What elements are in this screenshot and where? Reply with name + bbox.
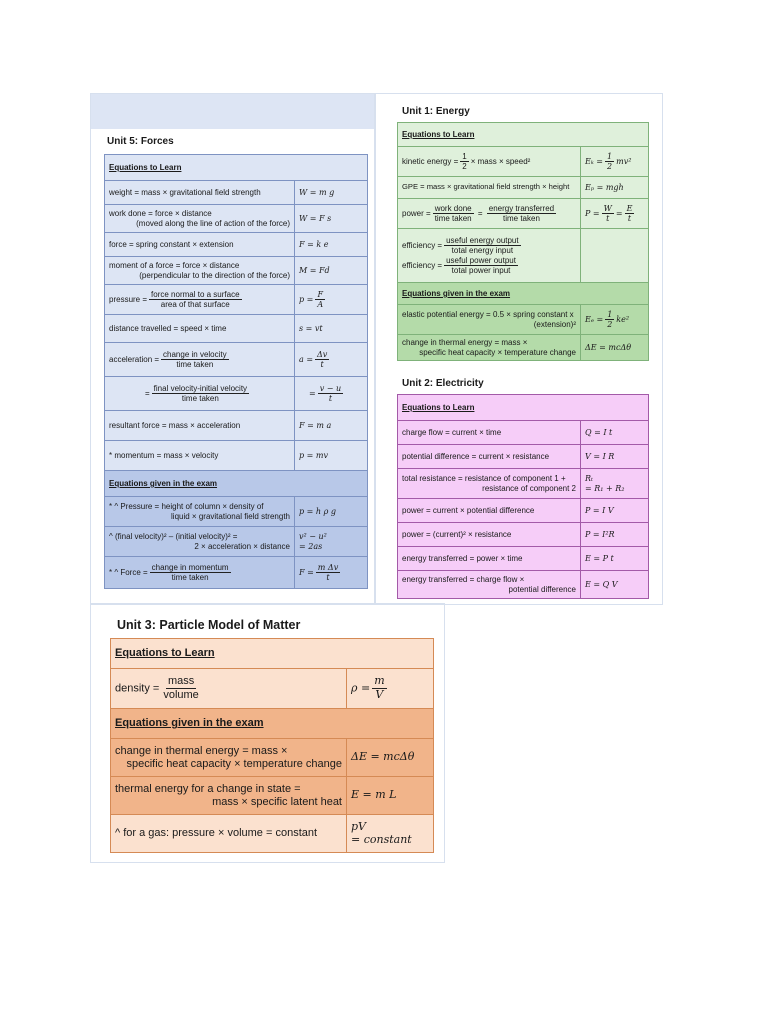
forces-table (104, 154, 368, 589)
gpe-label: GPE = mass × gravitational field strength × height (398, 177, 581, 199)
energy-pt-formula: E = P t (581, 547, 649, 571)
kinetic-energy-label: kinetic energy = $\frac{1}{2}$ × mass × speed² (398, 147, 581, 177)
suvat-label: ^ (final velocity)² – (initial velocity)² = 2 × acceleration × distance (105, 527, 295, 557)
power-iv-label: power = current × potential difference (398, 499, 581, 523)
latent-heat-label: thermal energy for a change in state = mass × specific latent heat (111, 777, 347, 815)
matter-given-header: Equations given in the exam (111, 709, 434, 739)
thermal-energy-formula: ΔE = mcΔθ (581, 335, 649, 361)
energy-title: Unit 1: Energy (402, 106, 470, 117)
force-momentum-label: * ^ Force = $\frac{\text{change in momentum}}{\text{time taken}}$ (105, 557, 295, 589)
momentum-formula: p = mv (295, 441, 368, 471)
power-formula: P = $\frac{W}{t}$ = $\frac{E}{t}$ (581, 199, 649, 229)
acceleration-formula: a = $\frac{\Delta v}{t}$ (295, 343, 368, 377)
charge-flow-label: charge flow = current × time (398, 421, 581, 445)
thermal-energy-label: change in thermal energy = mass × specific heat capacity × temperature change (398, 335, 581, 361)
gas-law-formula: pV = constant (347, 815, 434, 853)
energy-qv-formula: E = Q V (581, 571, 649, 599)
distance-label: distance travelled = speed × time (105, 315, 295, 343)
density-formula: ρ = $\frac{m}{V}$ (347, 669, 434, 709)
gpe-formula: Eₚ = mgh (581, 177, 649, 199)
spring-label: force = spring constant × extension (105, 233, 295, 257)
work-label: work done = force × distance (moved along the line of action of the force) (105, 205, 295, 233)
power-i2r-formula: P = I²R (581, 523, 649, 547)
charge-flow-formula: Q = I t (581, 421, 649, 445)
matter-table (110, 638, 434, 853)
pressure-formula: p = $\frac{F}{A}$ (295, 285, 368, 315)
electricity-learn-header: Equations to Learn (398, 395, 649, 421)
matter-thermal-formula: ΔE = mcΔθ (347, 739, 434, 777)
potential-difference-formula: V = I R (581, 445, 649, 469)
elastic-energy-label: elastic potential energy = 0.5 × spring constant x (extension)² (398, 305, 581, 335)
weight-formula: W = m g (295, 181, 368, 205)
acceleration-label: acceleration = $\frac{\text{change in velocity}}{\text{time taken}}$ (105, 343, 295, 377)
density-label: density = $\frac{\text{mass}}{\text{volume}}$ (111, 669, 347, 709)
potential-difference-label: potential difference = current × resistance (398, 445, 581, 469)
power-label: power = $\frac{\text{work done}}{\text{time taken}}$ = $\frac{\text{energy transferred}}{\text{time taken}}$ (398, 199, 581, 229)
energy-learn-header: Equations to Learn (398, 123, 649, 147)
electricity-table (397, 394, 649, 599)
weight-label: weight = mass × gravitational field strength (105, 181, 295, 205)
forces-learn-header: Equations to Learn (105, 155, 368, 181)
total-resistance-formula: Rₜ = R₁ + R₂ (581, 469, 649, 499)
forces-given-header: Equations given in the exam (105, 471, 368, 497)
acceleration-alt-label: = $\frac{\text{final velocity-initial velocity}}{\text{time taken}}$ (105, 377, 295, 411)
total-resistance-label: total resistance = resistance of component 1 + resistance of component 2 (398, 469, 581, 499)
power-iv-formula: P = I V (581, 499, 649, 523)
electricity-title: Unit 2: Electricity (402, 378, 484, 389)
resultant-force-label: resultant force = mass × acceleration (105, 411, 295, 441)
kinetic-energy-formula: Eₖ = $\frac{1}{2}$ mv² (581, 147, 649, 177)
energy-given-header: Equations given in the exam (398, 283, 649, 305)
energy-table (397, 122, 649, 361)
distance-formula: s = vt (295, 315, 368, 343)
efficiency-label: efficiency = $\frac{\text{useful energy output}}{\text{total energy input}}$ efficiency = $\frac{\text{useful power output}}{\text{total power input}}$ (398, 229, 581, 283)
matter-thermal-label: change in thermal energy = mass × specific heat capacity × temperature change (111, 739, 347, 777)
energy-pt-label: energy transferred = power × time (398, 547, 581, 571)
gas-law-label: ^ for a gas: pressure × volume = constant (111, 815, 347, 853)
energy-qv-label: energy transferred = charge flow × potential difference (398, 571, 581, 599)
liquid-pressure-label: * ^ Pressure = height of column × density of liquid × gravitational field strength (105, 497, 295, 527)
work-formula: W = F s (295, 205, 368, 233)
latent-heat-formula: E = m L (347, 777, 434, 815)
forces-title: Unit 5: Forces (107, 136, 174, 147)
momentum-label: * momentum = mass × velocity (105, 441, 295, 471)
suvat-formula: v² − u² = 2as (295, 527, 368, 557)
liquid-pressure-formula: p = h ρ g (295, 497, 368, 527)
acceleration-alt-formula: = $\frac{v - u}{t}$ (295, 377, 368, 411)
matter-title: Unit 3: Particle Model of Matter (117, 618, 301, 632)
matter-learn-header: Equations to Learn (111, 639, 434, 669)
spring-formula: F = k e (295, 233, 368, 257)
moment-label: moment of a force = force × distance (perpendicular to the direction of the force) (105, 257, 295, 285)
elastic-energy-formula: Eₑ = $\frac{1}{2}$ ke² (581, 305, 649, 335)
moment-formula: M = Fd (295, 257, 368, 285)
pressure-label: pressure = $\frac{\text{force normal to a surface}}{\text{area of that surface}}$ (105, 285, 295, 315)
resultant-force-formula: F = m a (295, 411, 368, 441)
efficiency-formula-cell (581, 229, 649, 283)
force-momentum-formula: F = $\frac{\text{m Δv}}{t}$ (295, 557, 368, 589)
power-i2r-label: power = (current)² × resistance (398, 523, 581, 547)
